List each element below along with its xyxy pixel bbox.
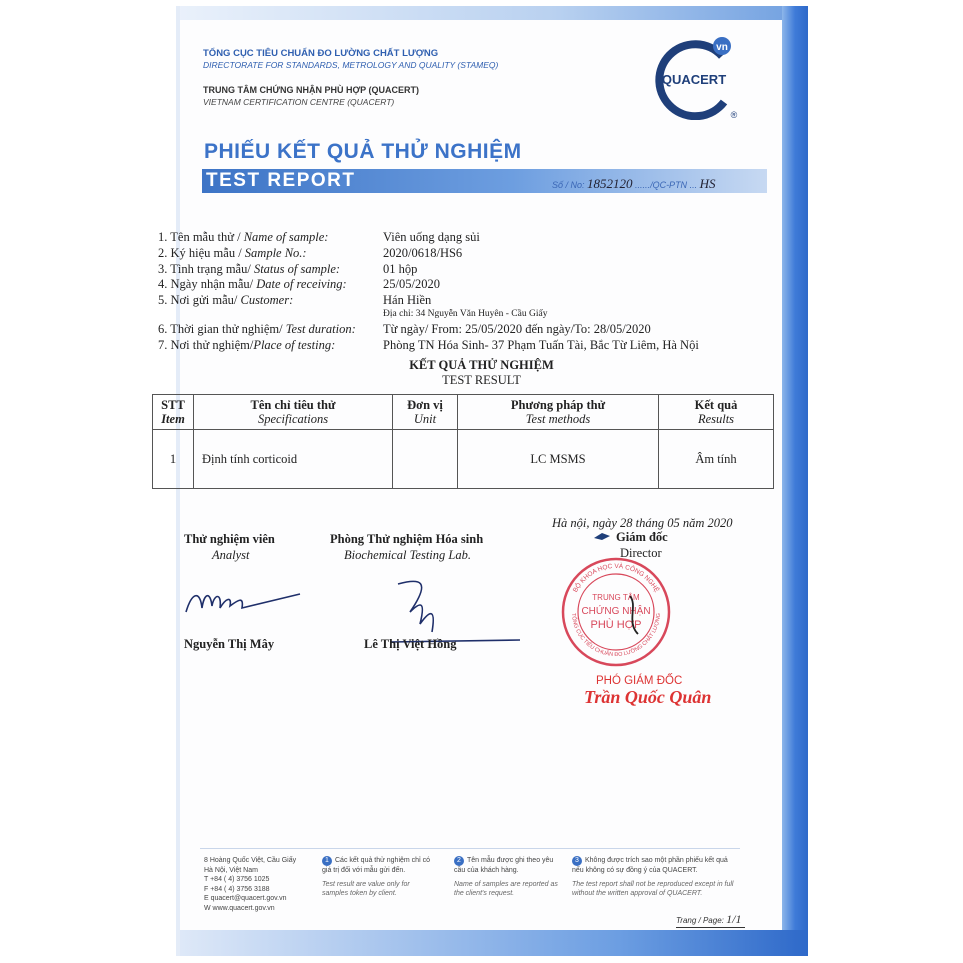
svg-text:TRUNG TÂM: TRUNG TÂM: [592, 593, 640, 602]
footer-divider: [200, 848, 740, 849]
lab-title-en: Biochemical Testing Lab.: [344, 548, 471, 562]
field-value-status: 01 hộp: [383, 262, 418, 276]
analyst-title-en: Analyst: [212, 548, 250, 562]
header-stt: STT Item: [153, 395, 194, 430]
field-label-sample-name: 1. Tên mẫu thử / Name of sample:: [158, 230, 329, 244]
svg-text:CHỨNG NHẬN: CHỨNG NHẬN: [581, 606, 651, 617]
quacert-logo: [652, 36, 742, 120]
header-result: Kết quả Results: [659, 395, 774, 430]
title-en: TEST REPORT: [206, 170, 356, 191]
title-vn: PHIẾU KẾT QUẢ THỬ NGHIỆM: [204, 140, 522, 163]
customer-address: Địa chỉ: 34 Nguyễn Văn Huyên - Cầu Giấy: [383, 309, 548, 319]
table-row: [153, 430, 774, 489]
cell-method: LC MSMS: [458, 430, 659, 489]
result-title-en: TEST RESULT: [442, 373, 521, 387]
field-value-date: 25/05/2020: [383, 277, 440, 291]
analyst-title: Thử nghiệm viên: [184, 532, 275, 546]
field-label-customer: 5. Nơi gửi mẫu/ Customer:: [158, 293, 294, 307]
field-label-sample-no: 2. Ký hiệu mẫu / Sample No.:: [158, 246, 307, 260]
footer-note-3: 3 Không được trích sao một phần phiếu kết quả nếu không có sự đồng ý của QUACERT. The test report shall not be reproduced except in full without the written approval of QUACERT.: [572, 857, 734, 897]
field-label-date: 4. Ngày nhận mẫu/ Date of receiving:: [158, 277, 347, 291]
cell-spec: Định tính corticoid: [194, 430, 393, 489]
field-value-sample-name: Viên uống dạng sủi: [383, 230, 480, 244]
footer-note-2: 2 Tên mẫu được ghi theo yêu cầu của khách hàng. Name of samples are reported as the client's request.: [454, 857, 558, 897]
footer-contacts: 8 Hoàng Quốc Việt, Cầu Giấy Hà Nội, Việt Nam T +84 ( 4) 3756 1025 F +84 ( 4) 3756 3188 E quacert@quacert.gov.vn W www.quacert.gov.vn: [204, 857, 297, 912]
date-line: Hà nội, ngày 28 tháng 05 năm 2020: [552, 516, 733, 530]
header-unit: Đơn vị Unit: [393, 395, 458, 430]
frame-right: [782, 6, 808, 956]
field-label-status: 3. Tình trạng mẫu/ Status of sample:: [158, 262, 341, 276]
svg-text:BỘ KHOA HỌC VÀ CÔNG NGHỆ: BỘ KHOA HỌC VÀ CÔNG NGHỆ: [572, 562, 660, 594]
field-value-duration: Từ ngày/ From: 25/05/2020 đến ngày/To: 28/05/2020: [383, 322, 651, 336]
centre-name-en: VIETNAM CERTIFICATION CENTRE (QUACERT): [203, 97, 395, 107]
svg-text:vn: vn: [716, 42, 728, 53]
field-value-customer: Hán Hiền: [383, 293, 432, 307]
footer-note-1: 1 Các kết quả thử nghiệm chỉ có giá trị đối với mẫu gửi đến. Test result are value only for samples token by client.: [322, 857, 430, 897]
director-mark-icon: [592, 530, 612, 542]
report-number: Số / No: 1852120 ....../QC-PTN ... HS: [552, 176, 716, 191]
field-label-place: 7. Nơi thử nghiệm/Place of testing:: [158, 338, 336, 352]
svg-text:PHÙ HỢP: PHÙ HỢP: [590, 619, 642, 631]
page-number: Trang / Page: 1/1: [676, 912, 745, 928]
svg-text:®: ®: [730, 110, 738, 120]
deputy-director-name: Trần Quốc Quân: [584, 687, 712, 707]
header-spec: Tên chỉ tiêu thử Specifications: [194, 395, 393, 430]
analyst-name: Nguyễn Thị Mây: [184, 637, 275, 651]
svg-text:TỔNG CỤC TIÊU CHUẨN ĐO LƯỜNG C: TỔNG CỤC TIÊU CHUẨN ĐO LƯỜNG CHẤT LƯỢNG: [569, 612, 663, 659]
table-header-row: [153, 395, 774, 430]
lab-title: Phòng Thử nghiệm Hóa sinh: [330, 532, 484, 546]
results-table: [152, 394, 774, 489]
org-name-en: DIRECTORATE FOR STANDARDS, METROLOGY AND QUALITY (STAMEQ): [203, 60, 499, 70]
field-value-sample-no: 2020/0618/HS6: [383, 246, 463, 260]
frame-top: [176, 6, 808, 20]
cell-stt: 1: [153, 430, 194, 489]
analyst-signature: [178, 582, 308, 622]
field-value-place: Phòng TN Hóa Sinh- 37 Phạm Tuấn Tài, Bắc Từ Liêm, Hà Nội: [383, 338, 699, 352]
deputy-director-title: PHÓ GIÁM ĐỐC: [596, 675, 683, 687]
red-stamp: [558, 556, 678, 668]
director-title: Giám đốc: [616, 530, 668, 544]
svg-text:QUACERT: QUACERT: [661, 72, 727, 87]
cell-result: Âm tính: [659, 430, 774, 489]
lab-name: Lê Thị Việt Hồng: [364, 637, 457, 651]
org-name-vn: TỔNG CỤC TIÊU CHUẨN ĐO LƯỜNG CHẤT LƯỢNG: [203, 48, 439, 59]
frame-bottom: [176, 930, 808, 956]
centre-name-vn: TRUNG TÂM CHỨNG NHẬN PHÙ HỢP (QUACERT): [203, 85, 419, 95]
header-method: Phương pháp thử Test methods: [458, 395, 659, 430]
field-label-duration: 6. Thời gian thử nghiệm/ Test duration:: [158, 322, 356, 336]
cell-unit: [393, 430, 458, 489]
result-title-vn: KẾT QUẢ THỬ NGHIỆM: [409, 358, 554, 372]
director-title-en: Director: [620, 546, 662, 560]
